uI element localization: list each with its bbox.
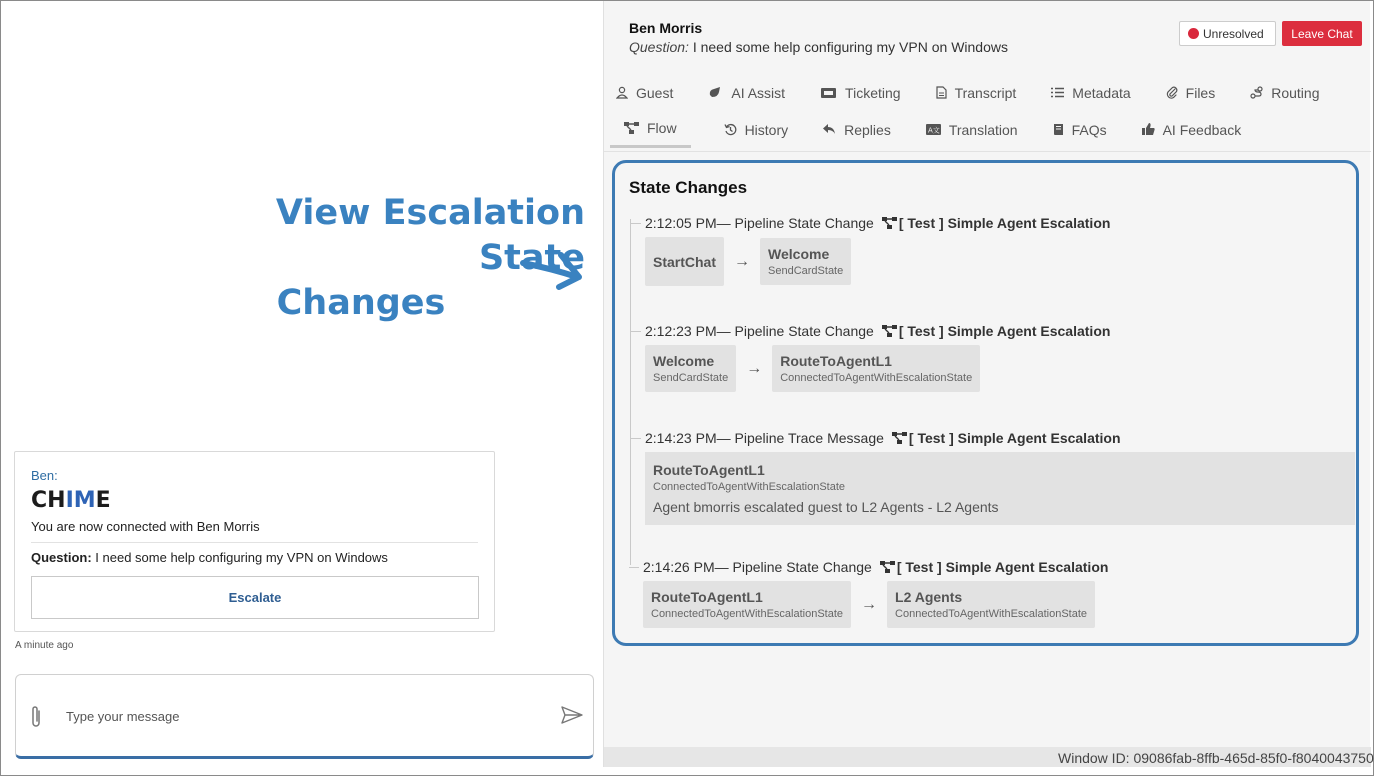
flow-icon [882,325,897,337]
tab-replies[interactable]: Replies [821,111,893,148]
tab-faqs[interactable]: FAQs [1051,111,1109,148]
connected-text: You are now connected with Ben Morris [31,519,260,534]
trace-state-sub: ConnectedToAgentWithEscalationState [653,481,846,493]
escalate-button[interactable]: Escalate [31,576,479,619]
status-button[interactable]: Unresolved [1179,21,1276,46]
entry-time: 2:14:26 PM [643,559,715,575]
ai-icon [708,86,723,99]
entry-event: — Pipeline State Change [716,323,874,339]
book-icon [1053,123,1064,136]
status-dot-icon [1188,28,1199,39]
timeline-entry [645,323,1110,392]
tab-flow[interactable]: Flow [610,111,691,148]
chat-pane [1,1,603,767]
arrow-right-icon: → [746,359,763,377]
tab-transcript[interactable]: Transcript [934,74,1019,111]
tab-history[interactable]: History [722,111,791,148]
state-changes-panel [612,160,1359,646]
state-transition [645,345,1110,392]
message-composer [15,674,594,759]
state-from: RouteToAgentL1 ConnectedToAgentWithEscalationState [643,581,851,628]
tab-translation[interactable]: A文 Translation [927,121,1018,138]
trace-state-name: RouteToAgentL1 [653,462,765,478]
entry-event: — Pipeline State Change [714,559,872,575]
tab-guest[interactable]: Guest [614,74,675,111]
tab-divider [604,151,1371,152]
translate-icon [926,124,941,135]
message-card [14,451,495,632]
entry-flow-link[interactable]: [ Test ] Simple Agent Escalation [892,430,1121,446]
guest-question: Question: I need some help configuring my VPN on Windows [629,39,1008,55]
message-timestamp: A minute ago [15,640,74,651]
entry-header [645,323,1110,339]
document-icon [936,86,947,99]
timeline-entry [645,430,1355,525]
flow-icon [882,217,897,229]
paperclip-icon [1166,86,1178,99]
flow-icon [880,561,895,573]
callout-line-1: View Escalation State [275,193,585,278]
entry-header [645,215,1110,231]
tab-routing[interactable]: Routing [1248,74,1321,111]
question-line: Question: I need some help configuring my VPN on Windows [31,542,478,565]
thumbs-up-icon [1142,123,1155,136]
flow-icon [892,432,907,444]
status-footer [604,747,1374,767]
routing-icon [1250,86,1263,99]
flow-icon [624,122,639,134]
message-sender: Ben: [31,468,58,483]
entry-event: — Pipeline State Change [716,215,874,231]
timeline-line [630,219,631,565]
entry-header [645,430,1355,446]
chime-logo: CHIME [31,488,111,513]
paperclip-icon[interactable] [29,705,43,729]
ticket-icon [820,87,837,99]
tab-row-2 [614,111,1364,148]
message-input[interactable] [66,705,526,727]
arrow-right-icon: → [734,252,751,270]
state-to: Welcome SendCardState [760,238,851,285]
entry-time: 2:12:05 PM [645,215,717,231]
state-from: Welcome SendCardState [645,345,736,392]
tab-row-1 [614,74,1364,111]
entry-time: 2:12:23 PM [645,323,717,339]
entry-flow-link[interactable]: [ Test ] Simple Agent Escalation [882,215,1111,231]
trace-message: Agent bmorris escalated guest to L2 Agents - L2 Agents [653,499,999,515]
entry-flow-link[interactable]: [ Test ] Simple Agent Escalation [882,323,1111,339]
state-transition [643,581,1108,628]
reply-icon [823,124,836,135]
arrow-right-icon: → [861,595,878,613]
send-icon[interactable] [561,706,583,724]
entry-flow-link[interactable]: [ Test ] Simple Agent Escalation [880,559,1109,575]
tab-ticketing[interactable]: Ticketing [818,74,903,111]
state-to: L2 Agents ConnectedToAgentWithEscalationState [887,581,1095,628]
tab-ai-assist[interactable]: AI Assist [706,74,787,111]
timeline-entry [643,559,1108,628]
tab-files[interactable]: Files [1164,74,1218,111]
state-to: RouteToAgentL1 ConnectedToAgentWithEscalationState [772,345,980,392]
tab-ai-feedback[interactable]: AI Feedback [1140,111,1244,148]
entry-time: 2:14:23 PM [645,430,717,446]
callout-arrow-icon [519,245,587,293]
leave-chat-button[interactable]: Leave Chat [1282,21,1362,46]
tab-bar [614,74,1364,148]
entry-event: — Pipeline Trace Message [716,430,884,446]
history-icon [724,123,737,136]
trace-message-box [645,452,1355,525]
timeline-entry [645,215,1110,286]
guest-name: Ben Morris [629,20,703,36]
agent-pane [603,1,1374,767]
svg-text:A文: A文 [927,126,940,135]
list-icon [1051,87,1064,98]
panel-title: State Changes [629,178,748,197]
state-transition [645,237,1110,286]
state-from: StartChat [645,237,724,286]
tab-metadata[interactable]: Metadata [1049,74,1132,111]
callout-line-2: Changes [276,283,446,323]
window-id: Window ID: 09086fab-8ffb-465d-85f0-f8040043750 [1058,750,1374,766]
user-icon [616,86,628,99]
entry-header [643,559,1108,575]
